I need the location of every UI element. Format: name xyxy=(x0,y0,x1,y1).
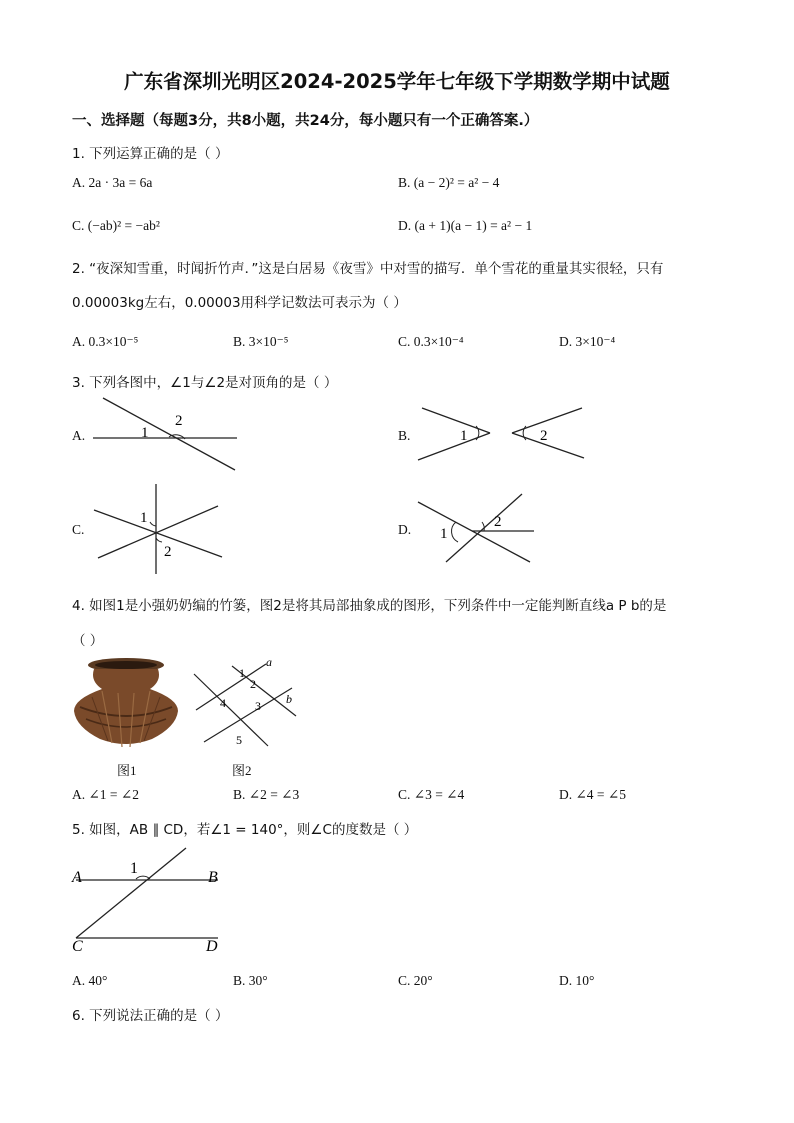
question-4-option-c[interactable]: C. ∠3 = ∠4 xyxy=(398,787,465,802)
question-3-stem: 3. 下列各图中，∠1与∠2是对顶角的是（ ） xyxy=(72,375,338,391)
point-b-label: B xyxy=(208,869,218,886)
angle-5-label: 5 xyxy=(236,733,242,747)
question-6-stem: 6. 下列说法正确的是（ ） xyxy=(72,1008,229,1024)
question-5-option-a[interactable]: A. 40° xyxy=(72,973,108,988)
question-3-option-a[interactable]: A. xyxy=(72,428,86,443)
question-1-stem: 1. 下列运算正确的是（ ） xyxy=(72,146,229,162)
point-a-label: A xyxy=(72,869,82,886)
figure-1-caption: 图1 xyxy=(117,763,137,778)
angle-1-label: 1 xyxy=(460,428,468,444)
question-3-figure-b xyxy=(412,400,587,468)
angle-2-label: 2 xyxy=(540,428,548,444)
question-3-option-b[interactable]: B. xyxy=(398,428,411,443)
question-2-option-c[interactable]: C. 0.3×10⁻⁴ xyxy=(398,334,464,349)
question-5-figure xyxy=(68,843,233,958)
angle-2-label: 2 xyxy=(175,413,183,429)
question-3-option-d[interactable]: D. xyxy=(398,522,412,537)
question-2-line-2: 0.00003kg左右，0.00003用科学记数法可表示为（ ） xyxy=(72,295,407,311)
question-4-line-2: （ ） xyxy=(72,633,104,649)
question-5-option-b[interactable]: B. 30° xyxy=(233,973,268,988)
angle-2-label: 2 xyxy=(164,544,172,560)
question-5-option-d[interactable]: D. 10° xyxy=(559,973,595,988)
angle-2-label: 2 xyxy=(494,514,502,530)
line-b-label: b xyxy=(286,692,292,706)
question-4-line-1: 4. 如图1是小强奶奶编的竹篓，图2是将其局部抽象成的图形，下列条件中一定能判断直线a P b的是 xyxy=(72,598,667,614)
section-heading: 一、选择题（每题3分，共8小题，共24分，每小题只有一个正确答案.） xyxy=(72,113,539,129)
question-2-option-b[interactable]: B. 3×10⁻⁵ xyxy=(233,334,289,349)
point-d-label: D xyxy=(206,938,218,955)
point-c-label: C xyxy=(72,938,83,955)
question-3-figure-a xyxy=(85,393,245,475)
angle-4-label: 4 xyxy=(220,696,226,710)
angle-1-label: 1 xyxy=(239,666,245,680)
angle-1-label: 1 xyxy=(141,425,149,441)
angle-1-label: 1 xyxy=(130,860,138,877)
question-4-option-a[interactable]: A. ∠1 = ∠2 xyxy=(72,787,139,802)
question-2-option-d[interactable]: D. 3×10⁻⁴ xyxy=(559,334,616,349)
question-2-line-1: 2. “夜深知雪重，时闻折竹声．”这是白居易《夜雪》中对雪的描写．单个雪花的重量其实很轻，只有 xyxy=(72,261,664,277)
question-1-option-d[interactable]: D. (a + 1)(a − 1) = a² − 1 xyxy=(398,218,533,233)
question-4-option-d[interactable]: D. ∠4 = ∠5 xyxy=(559,787,626,802)
basket-photo xyxy=(72,655,180,750)
question-1-option-b[interactable]: B. (a − 2)² = a² − 4 xyxy=(398,175,500,190)
question-4-figure-2 xyxy=(188,652,303,748)
question-5-option-c[interactable]: C. 20° xyxy=(398,973,433,988)
figure-2-caption: 图2 xyxy=(232,763,252,778)
question-4-option-b[interactable]: B. ∠2 = ∠3 xyxy=(233,787,300,802)
angle-2-label: 2 xyxy=(250,677,256,691)
question-1-option-c[interactable]: C. (−ab)² = −ab² xyxy=(72,218,160,233)
question-2-option-a[interactable]: A. 0.3×10⁻⁵ xyxy=(72,334,139,349)
page-title: 广东省深圳光明区2024-2025学年七年级下学期数学期中试题 xyxy=(124,70,670,93)
question-3-figure-d xyxy=(412,488,542,570)
line-a-label: a xyxy=(266,655,272,669)
question-1-option-a[interactable]: A. 2a · 3a = 6a xyxy=(72,175,153,190)
angle-1-label: 1 xyxy=(440,526,448,542)
angle-3-label: 3 xyxy=(255,699,261,713)
angle-1-label: 1 xyxy=(140,510,148,526)
question-3-option-c[interactable]: C. xyxy=(72,522,85,537)
question-5-stem: 5. 如图，AB ∥ CD，若∠1 = 140°，则∠C的度数是（ ） xyxy=(72,822,418,838)
question-3-figure-c xyxy=(88,482,228,577)
